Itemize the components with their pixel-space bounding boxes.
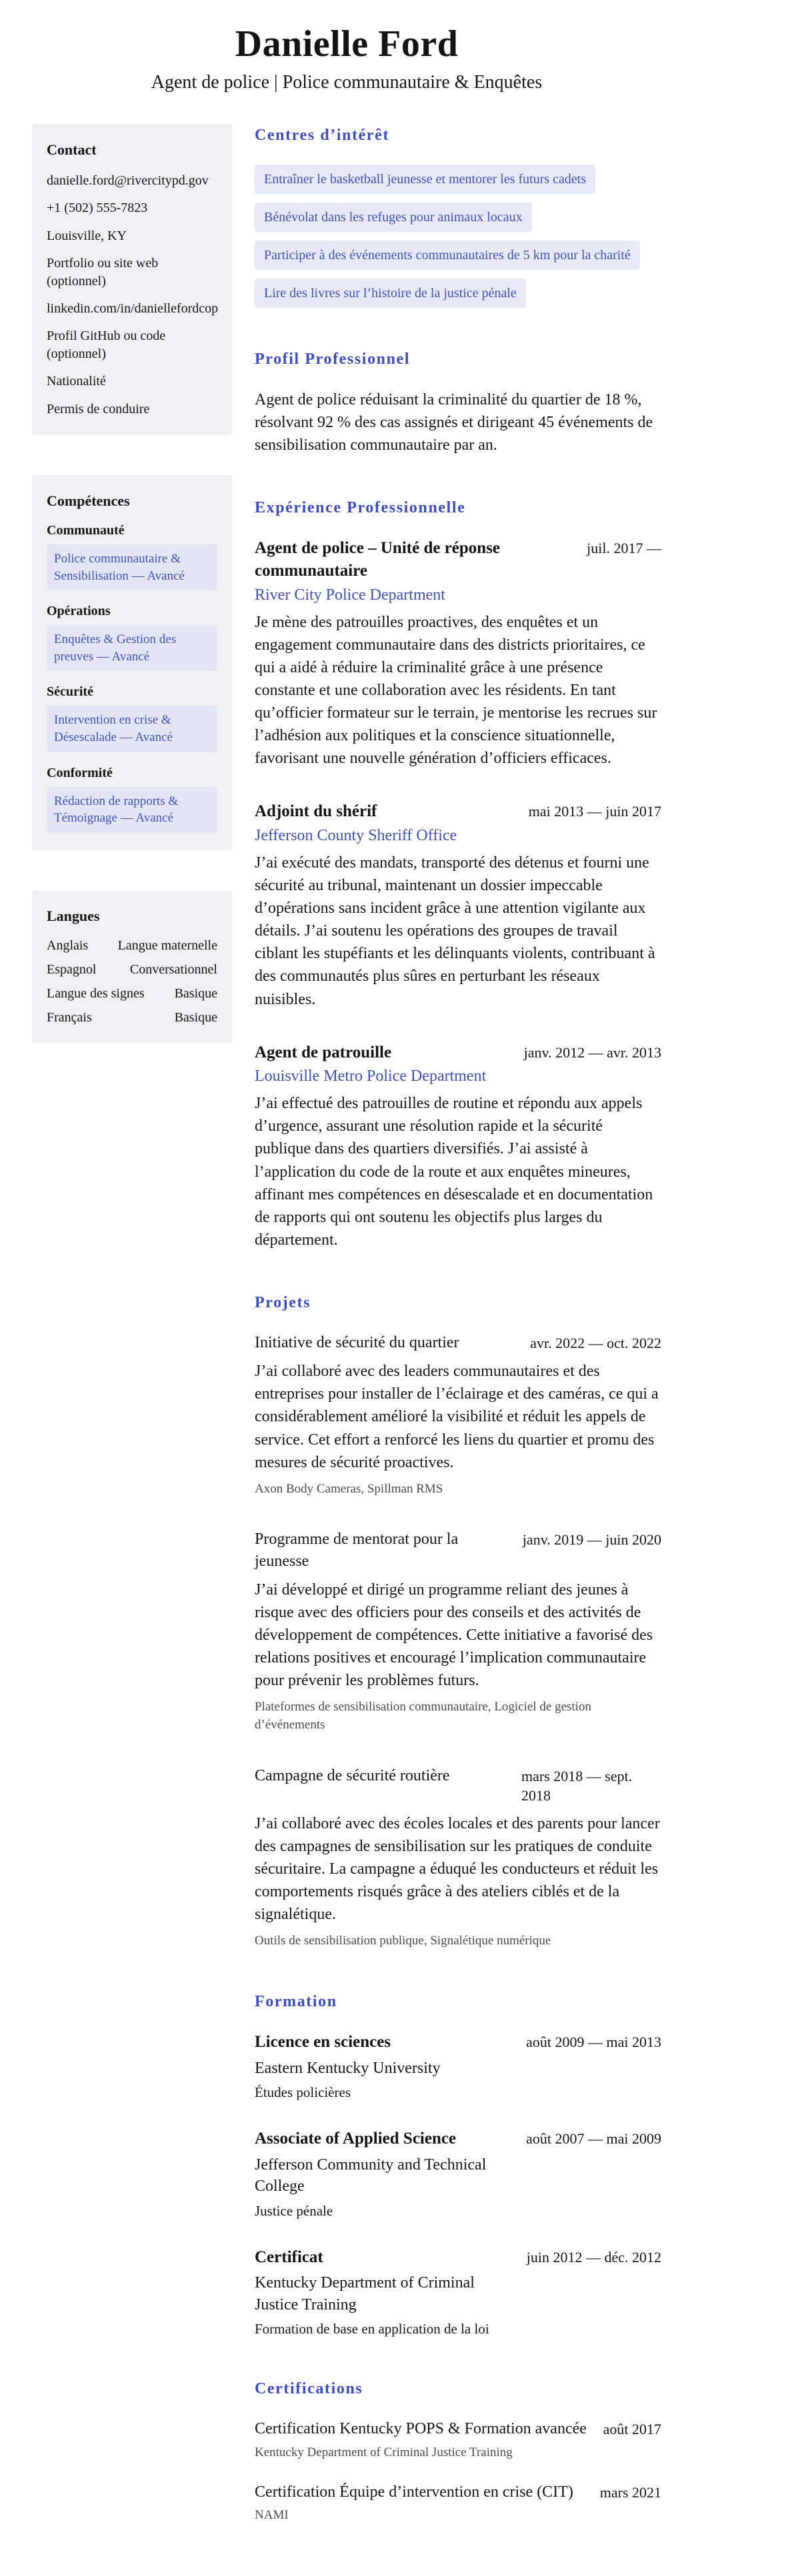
experience-entry-head xyxy=(255,800,661,845)
education-dates: août 2007 — mai 2009 xyxy=(526,2130,661,2148)
skills-box xyxy=(32,475,232,850)
language-level: Conversationnel xyxy=(129,962,217,977)
company-link[interactable]: Louisville Metro Police Department xyxy=(255,1067,487,1085)
section-certifications xyxy=(255,2380,661,2523)
language-level: Langue maternelle xyxy=(117,938,217,954)
project-description: J’ai collaboré avec des leaders communautaires et des entreprises pour installer de l’éclairage et des caméras, ce qui a considérablement amélioré la visibilité et réduit les appels de service. Cet effort a renforcé les liens du quartier et promu des mesures de sécurité proactives. xyxy=(255,1363,659,1471)
skill-pill: Intervention en crise & Désescalade — Avancé xyxy=(47,706,217,752)
interests-heading: Centres d’intérêt xyxy=(255,127,390,144)
education-dates: août 2009 — mai 2013 xyxy=(526,2033,661,2050)
contact-phone: +1 (502) 555-7823 xyxy=(47,201,148,216)
skill-pill: Enquêtes & Gestion des preuves — Avancé xyxy=(47,625,217,671)
project-entry-left xyxy=(255,1529,512,1572)
project-entry-left xyxy=(255,1332,519,1353)
education-entry-head xyxy=(255,2031,661,2079)
field-of-study: Formation de base en application de la loi xyxy=(255,2321,489,2337)
education-entry-left xyxy=(255,2246,516,2316)
languages-title: Langues xyxy=(47,908,100,925)
job-description: J’ai exécuté des mandats, transporté des détenus et fourni une sécurité au tribunal, maintenant un dossier impeccable d’opérations sans incident grâce à une attention vigilante aux détails. J’ai soutenu les opérations des groupes de travail ciblant les stupéfiants et les délinquants violents, contribuant à des communautés plus sûres en perturbant les réseaux nuisibles. xyxy=(255,854,655,1008)
contact-email[interactable]: danielle.ford@rivercitypd.gov xyxy=(47,173,209,188)
interest-pill: Bénévolat dans les refuges pour animaux locaux xyxy=(255,203,532,232)
certification-name: Certification Équipe d’intervention en crise (CIT) xyxy=(255,2483,573,2501)
degree-title: Associate of Applied Science xyxy=(255,2130,457,2148)
interest-pill: Entraîner le basketball jeunesse et mentorer les futurs cadets xyxy=(255,165,595,194)
contact-github: Profil GitHub ou code (optionnel) xyxy=(47,328,166,361)
school-name: Eastern Kentucky University xyxy=(255,2059,441,2077)
certification-entry-left xyxy=(255,2481,589,2503)
education-heading: Formation xyxy=(255,1992,337,2010)
school-name: Jefferson Community and Technical College xyxy=(255,2156,487,2196)
certification-entry xyxy=(255,2481,661,2523)
experience-entry-left xyxy=(255,800,518,845)
section-interests xyxy=(255,127,661,308)
projects-heading: Projets xyxy=(255,1293,311,1311)
section-projects xyxy=(255,1294,661,1950)
certification-entry-head xyxy=(255,2481,661,2503)
sidebar xyxy=(32,124,232,1083)
skill-category-label: Communauté xyxy=(47,522,125,538)
section-education xyxy=(255,1993,661,2337)
experience-entry xyxy=(255,800,661,1010)
field-of-study: Justice pénale xyxy=(255,2202,333,2219)
certification-name: Certification Kentucky POPS & Formation avancée xyxy=(255,2420,587,2438)
certification-date: mars 2021 xyxy=(599,2483,661,2501)
contact-driving-license: Permis de conduire xyxy=(47,401,150,416)
header xyxy=(32,23,661,93)
profile-heading: Profil Professionnel xyxy=(255,350,411,368)
contact-linkedin[interactable]: linkedin.com/in/daniellefordcop xyxy=(47,301,219,316)
job-dates: mai 2013 — juin 2017 xyxy=(528,803,661,820)
skill-group xyxy=(47,604,217,671)
contact-location: Louisville, KY xyxy=(47,228,127,243)
company-link[interactable]: River City Police Department xyxy=(255,586,445,604)
project-dates: mars 2018 — sept. 2018 xyxy=(521,1767,633,1804)
education-entry-head xyxy=(255,2128,661,2198)
job-title: Agent de police – Unité de réponse communautaire xyxy=(255,539,501,580)
project-description: J’ai développé et dirigé un programme reliant des jeunes à risque avec des officiers pour des conseils et des activités de développement de compétences. Cette initiative a favorisé des relations positives et encouragé l’implication communautaire pour prévenir les problèmes futurs. xyxy=(255,1581,653,1690)
experience-entry xyxy=(255,537,661,770)
skill-pill: Police communautaire & Sensibilisation — Avancé xyxy=(47,544,217,590)
section-profile xyxy=(255,350,661,456)
project-entry xyxy=(255,1765,661,1950)
project-entry xyxy=(255,1332,661,1498)
field-of-study: Études policières xyxy=(255,2084,351,2101)
contact-nationality: Nationalité xyxy=(47,374,106,389)
certification-date: août 2017 xyxy=(603,2421,661,2438)
certification-entry-left xyxy=(255,2418,593,2439)
project-description: J’ai collaboré avec des écoles locales et des parents pour lancer des campagnes de sensibilisation sur les pratiques de conduite sécuritaire. La campagne a éduqué les conducteurs et réduit les comportements risqués grâce à des ateliers ciblés et de la signalétique. xyxy=(255,1814,660,1924)
project-title: Campagne de sécurité routière xyxy=(255,1766,450,1784)
language-level: Basique xyxy=(174,986,217,1001)
language-row xyxy=(47,1010,217,1025)
degree-title: Certificat xyxy=(255,2248,323,2266)
language-name: Français xyxy=(47,1010,92,1025)
experience-entry-head xyxy=(255,537,661,604)
experience-entry-left xyxy=(255,1041,513,1086)
experience-entry xyxy=(255,1041,661,1251)
language-name: Espagnol xyxy=(47,962,97,977)
certification-issuer: NAMI xyxy=(255,2507,289,2522)
education-entry xyxy=(255,2128,661,2220)
education-dates: juin 2012 — déc. 2012 xyxy=(526,2248,661,2265)
skill-pill: Rédaction de rapports & Témoignage — Avancé xyxy=(47,787,217,833)
education-entry xyxy=(255,2031,661,2101)
project-title: Programme de mentorat pour la jeunesse xyxy=(255,1531,459,1570)
language-row xyxy=(47,962,217,977)
degree-title: Licence en sciences xyxy=(255,2032,391,2051)
profile-text: Agent de police réduisant la criminalité du quartier de 18 %, résolvant 92 % des cas assignés et dirigeant 45 événements de sensibilisation communautaire par an. xyxy=(255,391,653,454)
education-entry xyxy=(255,2246,661,2338)
skills-title: Compétences xyxy=(47,492,130,509)
education-entry-left xyxy=(255,2128,515,2198)
job-title: Adjoint du shérif xyxy=(255,802,377,821)
person-name: Danielle Ford xyxy=(235,23,459,65)
experience-heading: Expérience Professionnelle xyxy=(255,499,466,517)
skill-category-label: Opérations xyxy=(47,604,111,619)
project-entry-head xyxy=(255,1529,661,1572)
company-link[interactable]: Jefferson County Sheriff Office xyxy=(255,827,457,845)
person-subtitle: Agent de police | Police communautaire & Enquêtes xyxy=(151,72,543,93)
interest-pill: Participer à des événements communautaires de 5 km pour la charité xyxy=(255,241,640,270)
project-dates: janv. 2019 — juin 2020 xyxy=(522,1531,661,1549)
languages-box xyxy=(32,890,232,1043)
content-columns xyxy=(32,124,661,2523)
experience-entry-head xyxy=(255,1041,661,1086)
job-dates: janv. 2012 — avr. 2013 xyxy=(523,1043,661,1061)
project-entry-head xyxy=(255,1765,661,1806)
language-name: Anglais xyxy=(47,938,89,954)
section-experience xyxy=(255,499,661,1251)
project-title: Initiative de sécurité du quartier xyxy=(255,1333,459,1351)
project-dates: avr. 2022 — oct. 2022 xyxy=(530,1334,661,1351)
language-level: Basique xyxy=(174,1010,217,1025)
interest-pill: Lire des livres sur l’histoire de la justice pénale xyxy=(255,279,526,308)
job-description: Je mène des patrouilles proactives, des enquêtes et un engagement communautaire dans des districts prioritaires, ce qui a aidé à réduire la criminalité grâce à une présence constante et une collaboration avec les résidents. En tant qu’officier formateur sur le terrain, je mentorise les recrues sur l’adhésion aux politiques et la conscience situationnelle, favorisant une nouvelle génération d’officiers efficaces. xyxy=(255,613,657,768)
certification-entry-head xyxy=(255,2418,661,2439)
project-tools: Axon Body Cameras, Spillman RMS xyxy=(255,1481,443,1496)
skill-category-label: Sécurité xyxy=(47,684,93,700)
skill-group xyxy=(47,523,217,590)
contact-portfolio: Portfolio ou site web (optionnel) xyxy=(47,256,159,289)
project-tools: Outils de sensibilisation publique, Signalétique numérique xyxy=(255,1934,551,1948)
skill-group xyxy=(47,684,217,752)
language-name: Langue des signes xyxy=(47,986,145,1001)
school-name: Kentucky Department of Criminal Justice Training xyxy=(255,2274,475,2313)
contact-box xyxy=(32,124,232,435)
skill-category-label: Conformité xyxy=(47,765,113,780)
job-dates: juil. 2017 — xyxy=(587,540,661,557)
education-entry-head xyxy=(255,2246,661,2316)
project-entry xyxy=(255,1529,661,1734)
certification-issuer: Kentucky Department of Criminal Justice Training xyxy=(255,2445,513,2459)
main-content xyxy=(255,124,661,2523)
job-description: J’ai effectué des patrouilles de routine et répondu aux appels d’urgence, assurant une résolution rapide et la sécurité publique dans des quartiers diversifiés. J’ai assisté à l’application du code de la route et aux enquêtes mineures, affinant mes compétences en désescalade et en documentation de rapports qui ont soutenu les objectifs plus larges du département. xyxy=(255,1095,653,1249)
certification-entry xyxy=(255,2418,661,2459)
project-tools: Plateformes de sensibilisation communautaire, Logiciel de gestion d’événements xyxy=(255,1700,591,1732)
language-row xyxy=(47,986,217,1001)
project-entry-left xyxy=(255,1765,511,1806)
language-row xyxy=(47,938,217,954)
certifications-heading: Certifications xyxy=(255,2380,363,2398)
job-title: Agent de patrouille xyxy=(255,1043,392,1061)
experience-entry-left xyxy=(255,537,576,604)
contact-title: Contact xyxy=(47,141,97,158)
project-entry-head xyxy=(255,1332,661,1353)
education-entry-left xyxy=(255,2031,515,2079)
skill-group xyxy=(47,766,217,833)
